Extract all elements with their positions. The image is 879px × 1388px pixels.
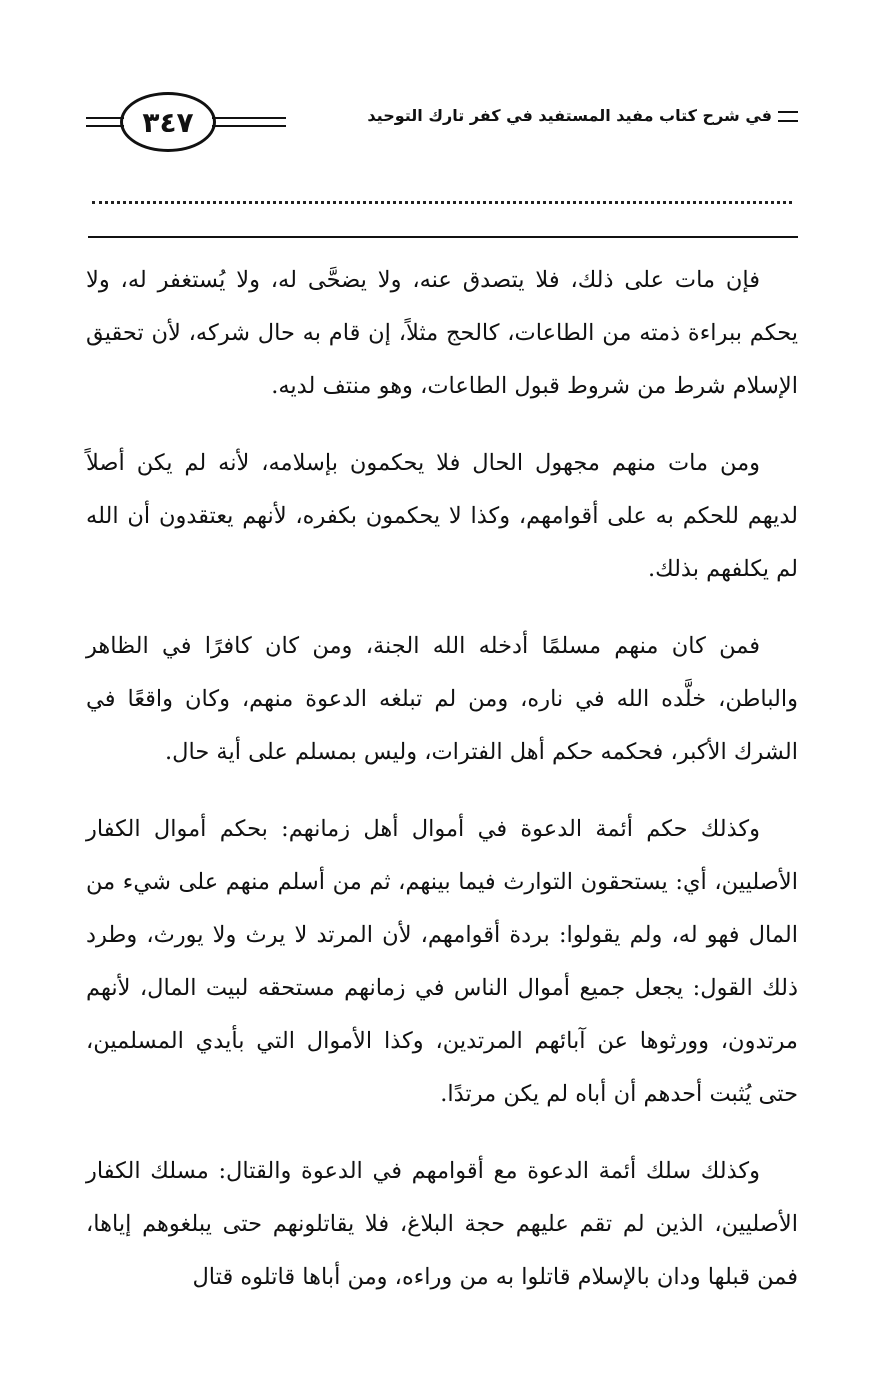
page-number-ornament <box>86 88 286 158</box>
header-dash-ornament <box>778 111 798 122</box>
paragraph-4: وكذلك حكم أئمة الدعوة في أموال أهل زمانهم: بحكم أموال الكفار الأصليين، أي: يستحقون التوارث فيما بينهم، ثم من أسلم منهم على شيء من المال فهو له، ولم يقولوا: بردة أقوامهم، لأن المرتد لا يرث ولا يورث، وطرد ذلك القول: يجعل جميع أموال الناس في زمانهم مستحقه لبيت المال، لأنهم مرتدون، وورثوها عن آبائهم المرتدين، وكذا الأموال التي بأيدي المسلمين، حتى يُثبت أحدهم أن أباه لم يكن مرتدًا. <box>86 816 798 1107</box>
ornament-rule-left <box>86 117 124 127</box>
dotted-separator <box>92 201 792 204</box>
page-header <box>86 88 798 158</box>
ornament-rule-right <box>212 117 286 127</box>
paragraph-1: فإن مات على ذلك، فلا يتصدق عنه، ولا يضحَّى له، ولا يُستغفر له، ولا يحكم ببراءة ذمته من الطاعات، كالحج مثلاً، إن قام به حال شركه، لأن تحقيق الإسلام شرط من شروط قبول الطاعات، وهو منتف لديه. <box>86 267 798 399</box>
running-header-title: في شرح كتاب مفيد المستفيد في كفر تارك التوحيد <box>367 106 772 125</box>
page-number: ٣٤٧ <box>120 92 216 152</box>
solid-separator <box>88 236 798 238</box>
paragraph-3: فمن كان منهم مسلمًا أدخله الله الجنة، ومن كان كافرًا في الظاهر والباطن، خلَّده الله في ناره، ومن لم تبلغه الدعوة منهم، وكان واقعًا في الشرك الأكبر، فحكمه حكم أهل الفترات، وليس بمسلم على أية حال. <box>86 633 798 765</box>
paragraph-5: وكذلك سلك أئمة الدعوة مع أقوامهم في الدعوة والقتال: مسلك الكفار الأصليين، الذين لم تقم عليهم حجة البلاغ، فلا يقاتلونهم حتى يبلغوهم إياها، فمن قبلها ودان بالإسلام قاتلوا به من وراءه، ومن أباها قاتلوه قتال <box>86 1158 798 1290</box>
body-text <box>86 254 798 1328</box>
paragraph-2: ومن مات منهم مجهول الحال فلا يحكمون بإسلامه، لأنه لم يكن أصلاً لديهم للحكم به على أقوامهم، وكذا لا يحكمون بكفره، لأنهم يعتقدون أن الله لم يكلفهم بذلك. <box>86 450 798 582</box>
running-header <box>367 106 798 125</box>
